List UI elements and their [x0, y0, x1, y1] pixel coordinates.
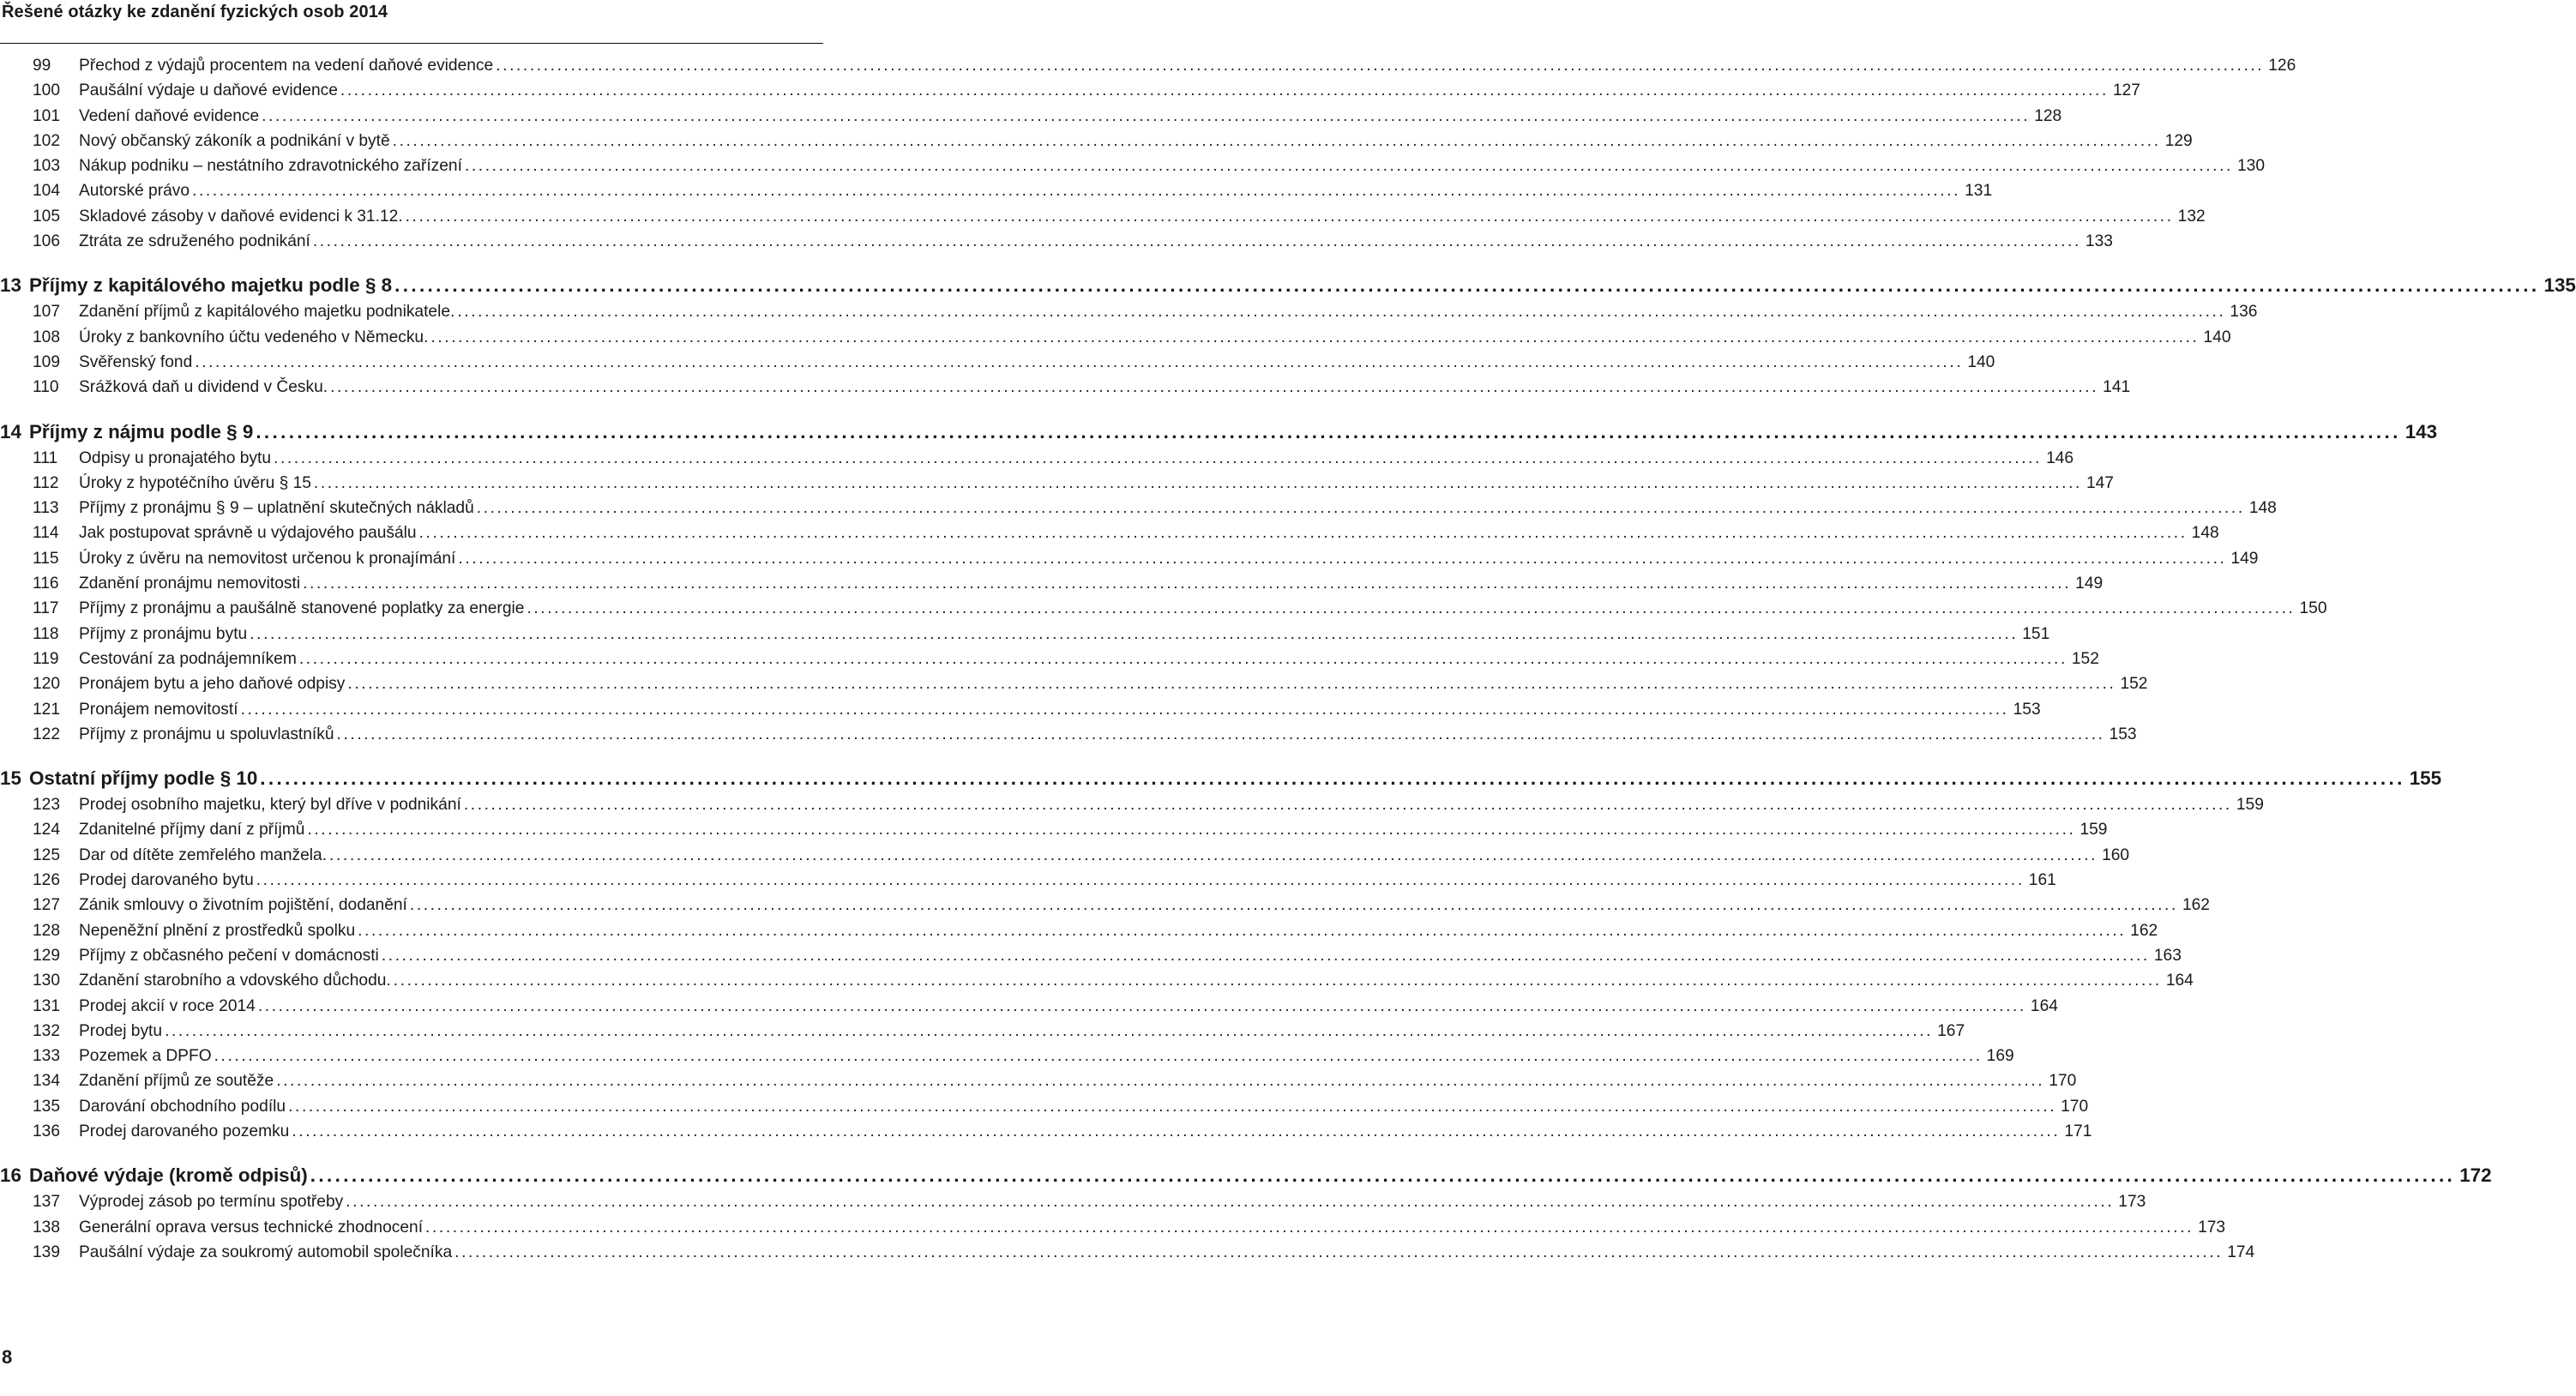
dot-leader: .................................................................................................................................................................................................................................................................... — [476, 499, 2245, 518]
entry-number: 123 — [33, 796, 61, 815]
book-title: Řešené otázky ke zdanění fyzických osob 2014 — [2, 3, 388, 21]
dot-leader: .................................................................................................................................................................................................................................................................... — [405, 207, 2174, 226]
page-ref: 170 — [2049, 1072, 2077, 1091]
toc-entry — [33, 129, 2193, 153]
entry-title: Nový občanský zákoník a podnikání v bytě — [79, 131, 390, 150]
entry-number: 130 — [33, 972, 61, 990]
entry-number: 136 — [33, 1122, 61, 1140]
page-ref: 173 — [2198, 1218, 2226, 1237]
entry-title: Zánik smlouvy o životním pojištění, dodanění — [79, 896, 407, 915]
dot-leader: .................................................................................................................................................................................................................................................................... — [298, 649, 2067, 668]
entry-number: 119 — [33, 649, 59, 668]
toc-entry — [33, 622, 2050, 647]
entry-number: 104 — [33, 182, 61, 201]
page-ref: 133 — [2085, 232, 2113, 251]
entry-number: 138 — [33, 1218, 61, 1237]
entry-title: Pronájem bytu a jeho daňové odpisy — [79, 675, 346, 694]
entry-number: 134 — [33, 1072, 61, 1091]
entry-title: Autorské právo — [79, 182, 190, 201]
entry-title: Prodej osobního majetku, který byl dříve v podnikání — [79, 796, 461, 815]
page-ref: 164 — [2030, 996, 2058, 1015]
page-ref: 147 — [2085, 473, 2114, 492]
entry-title: Svěřenský fond — [79, 352, 193, 371]
entry-title: Prodej akcií v roce 2014 — [79, 996, 256, 1015]
toc-entry — [33, 722, 2137, 747]
page-ref: 152 — [2071, 649, 2099, 668]
toc-entry — [33, 375, 2131, 400]
dot-leader: .................................................................................................................................................................................................................................................................... — [257, 996, 2026, 1015]
toc-entry — [33, 1240, 2255, 1265]
page-ref: 167 — [1937, 1021, 1965, 1040]
entry-number: 124 — [33, 821, 61, 839]
dot-leader: .................................................................................................................................................................................................................................................................... — [418, 524, 2188, 543]
entry-title: Srážková daň u dividend v Česku. — [79, 378, 328, 397]
chapter-number: 16 — [0, 1164, 21, 1187]
entry-title: Paušální výdaje za soukromý automobil společníka — [79, 1243, 453, 1261]
page-ref: 136 — [2230, 303, 2258, 322]
toc-entry — [33, 446, 2074, 471]
page-ref: 130 — [2236, 157, 2265, 176]
entry-number: 100 — [33, 81, 61, 100]
dot-leader: .................................................................................................................................................................................................................................................................... — [463, 796, 2232, 815]
toc-entry — [33, 153, 2265, 178]
dot-leader: .................................................................................................................................................................................................................................................................... — [310, 1164, 2456, 1187]
dot-leader: .................................................................................................................................................................................................................................................................... — [195, 352, 1964, 371]
page-ref: 161 — [2028, 871, 2056, 890]
page-ref: 128 — [2034, 106, 2062, 125]
dot-leader: .................................................................................................................................................................................................................................................................... — [458, 549, 2227, 568]
entry-title: Zdanění příjmů z kapitálového majetku podnikatele. — [79, 303, 455, 322]
toc-entry — [33, 893, 2210, 918]
page-number: 8 — [2, 1346, 13, 1368]
toc-entry — [33, 178, 1993, 203]
entry-number: 120 — [33, 675, 61, 694]
entry-title: Dar od dítěte zemřelého manžela. — [79, 845, 328, 864]
dot-leader: .................................................................................................................................................................................................................................................................... — [425, 1218, 2194, 1237]
entry-title: Výprodej zásob po termínu spotřeby — [79, 1193, 344, 1212]
page-ref: 146 — [2046, 448, 2074, 467]
entry-title: Úroky z úvěru na nemovitost určenou k pronajímání — [79, 549, 456, 568]
page-ref: 173 — [2118, 1193, 2146, 1212]
entry-number: 101 — [33, 106, 61, 125]
toc-entry — [33, 647, 2099, 671]
page-ref: 149 — [2230, 549, 2259, 568]
running-header — [0, 0, 823, 44]
entry-title: Cestování za podnájemníkem — [79, 649, 297, 668]
entry-number: 129 — [33, 946, 61, 965]
entry-title: Příjmy z občasného pečení v domácnosti — [79, 946, 379, 965]
entry-number: 113 — [33, 499, 59, 518]
page-ref: 127 — [2112, 81, 2140, 100]
dot-leader: .................................................................................................................................................................................................................................................................... — [330, 378, 2099, 397]
dot-leader: .................................................................................................................................................................................................................................................................... — [288, 1097, 2057, 1116]
entry-number: 128 — [33, 921, 61, 940]
page-ref: 148 — [2248, 499, 2277, 518]
page-ref: 162 — [2130, 921, 2158, 940]
dot-leader: .................................................................................................................................................................................................................................................................... — [464, 157, 2233, 176]
page-ref: 150 — [2299, 599, 2327, 618]
toc-entry — [33, 943, 2182, 968]
entry-title: Zdanitelné příjmy daní z příjmů — [79, 821, 305, 839]
dot-leader: .................................................................................................................................................................................................................................................................... — [260, 767, 2405, 790]
page-ref: 148 — [2191, 524, 2219, 543]
entry-title: Skladové zásoby v daňové evidenci k 31.12. — [79, 207, 403, 226]
entry-number: 125 — [33, 845, 61, 864]
toc-entry — [33, 53, 2296, 78]
page-ref: 171 — [2064, 1122, 2092, 1140]
dot-leader: .................................................................................................................................................................................................................................................................... — [527, 599, 2296, 618]
dot-leader: .................................................................................................................................................................................................................................................................... — [240, 700, 2009, 719]
entry-title: Nepeněžní plnění z prostředků spolku — [79, 921, 356, 940]
toc-entry — [33, 1094, 2089, 1119]
toc-entry — [33, 817, 2108, 842]
dot-leader: .................................................................................................................................................................................................................................................................... — [214, 1047, 1983, 1066]
toc-entry — [33, 596, 2327, 621]
chapter-title: Příjmy z nájmu podle § 9 — [29, 420, 254, 442]
entry-number: 132 — [33, 1021, 61, 1040]
toc-entry — [33, 496, 2277, 520]
page-ref: 143 — [2404, 420, 2438, 442]
dot-leader: .................................................................................................................................................................................................................................................................... — [340, 81, 2109, 100]
page-ref: 141 — [2103, 378, 2131, 397]
entry-number: 109 — [33, 352, 61, 371]
entry-number: 135 — [33, 1097, 61, 1116]
entry-number: 111 — [33, 448, 58, 467]
dot-leader: .................................................................................................................................................................................................................................................................... — [457, 303, 2226, 322]
page-ref: 152 — [2120, 675, 2148, 694]
toc-chapter-heading — [0, 418, 2438, 446]
dot-leader: .................................................................................................................................................................................................................................................................... — [256, 420, 2401, 442]
page-ref: 140 — [2203, 328, 2231, 346]
page-ref: 163 — [2153, 946, 2182, 965]
entry-number: 114 — [33, 524, 59, 543]
entry-title: Prodej darovaného bytu — [79, 871, 254, 890]
chapter-title: Daňové výdaje (kromě odpisů) — [29, 1164, 308, 1187]
page-ref: 174 — [2227, 1243, 2255, 1261]
page-ref: 170 — [2061, 1097, 2089, 1116]
chapter-number: 15 — [0, 767, 21, 790]
entry-title: Přechod z výdajů procentem na vedení daňové evidence — [79, 57, 494, 75]
entry-number: 137 — [33, 1193, 61, 1212]
toc-entry — [33, 918, 2158, 943]
dot-leader: .................................................................................................................................................................................................................................................................... — [381, 946, 2150, 965]
toc-entry — [33, 994, 2058, 1019]
dot-leader: .................................................................................................................................................................................................................................................................... — [430, 328, 2200, 346]
page-ref: 162 — [2182, 896, 2210, 915]
entry-number: 121 — [33, 700, 61, 719]
dot-leader: .................................................................................................................................................................................................................................................................... — [165, 1021, 1934, 1040]
toc-entry — [33, 204, 2206, 229]
entry-number: 133 — [33, 1047, 61, 1066]
entry-title: Úroky z hypotéčního úvěru § 15 — [79, 473, 311, 492]
entry-number: 99 — [33, 57, 51, 75]
toc-entry — [33, 1189, 2146, 1214]
page-ref: 151 — [2022, 624, 2050, 643]
page-ref: 159 — [2236, 796, 2264, 815]
toc-entry — [33, 1215, 2226, 1240]
entry-number: 116 — [33, 575, 59, 593]
toc-entry — [33, 78, 2140, 103]
toc-entry — [33, 1019, 1965, 1044]
entry-title: Darování obchodního podílu — [79, 1097, 286, 1116]
page-ref: 153 — [2109, 725, 2137, 743]
toc-entry — [33, 843, 2130, 868]
page-ref: 159 — [2079, 821, 2108, 839]
entry-title: Zdanění starobního a vdovského důchodu. — [79, 972, 391, 990]
entry-number: 112 — [33, 473, 59, 492]
chapter-number: 14 — [0, 420, 21, 442]
entry-number: 107 — [33, 303, 61, 322]
entry-title: Paušální výdaje u daňové evidence — [79, 81, 338, 100]
entry-number: 106 — [33, 232, 61, 251]
dot-leader: .................................................................................................................................................................................................................................................................... — [329, 845, 2098, 864]
entry-number: 126 — [33, 871, 61, 890]
table-of-contents — [0, 53, 2576, 1265]
chapter-title: Příjmy z kapitálového majetku podle § 8 — [29, 274, 393, 297]
entry-title: Příjmy z pronájmu u spoluvlastníků — [79, 725, 334, 743]
chapter-title: Ostatní příjmy podle § 10 — [29, 767, 258, 790]
dot-leader: .................................................................................................................................................................................................................................................................... — [346, 1193, 2115, 1212]
entry-title: Pronájem nemovitostí — [79, 700, 238, 719]
page-ref: 169 — [1986, 1047, 2014, 1066]
entry-number: 127 — [33, 896, 61, 915]
dot-leader: .................................................................................................................................................................................................................................................................... — [292, 1122, 2061, 1140]
entry-number: 102 — [33, 131, 61, 150]
entry-title: Odpisy u pronajatého bytu — [79, 448, 272, 467]
dot-leader: .................................................................................................................................................................................................................................................................... — [250, 624, 2019, 643]
entry-number: 122 — [33, 725, 61, 743]
toc-entry — [33, 229, 2113, 254]
dot-leader: .................................................................................................................................................................................................................................................................... — [303, 575, 2072, 593]
entry-number: 131 — [33, 996, 61, 1015]
entry-title: Úroky z bankovního účtu vedeného v Německu. — [79, 328, 429, 346]
page-ref: 126 — [2268, 57, 2296, 75]
entry-number: 108 — [33, 328, 61, 346]
dot-leader: .................................................................................................................................................................................................................................................................... — [392, 131, 2161, 150]
page-ref: 129 — [2164, 131, 2193, 150]
dot-leader: .................................................................................................................................................................................................................................................................... — [192, 182, 1961, 201]
entry-title: Příjmy z pronájmu § 9 – uplatnění skutečných nákladů — [79, 499, 474, 518]
toc-chapter-heading — [0, 271, 2576, 299]
dot-leader: .................................................................................................................................................................................................................................................................... — [276, 1072, 2045, 1091]
entry-title: Zdanění příjmů ze soutěže — [79, 1072, 274, 1091]
toc-entry — [33, 968, 2194, 993]
toc-entry — [33, 546, 2259, 571]
page-ref: 131 — [1965, 182, 1993, 201]
entry-title: Jak postupovat správně u výdajového paušálu — [79, 524, 417, 543]
page-ref: 155 — [2409, 767, 2442, 790]
toc-entry — [33, 792, 2264, 817]
toc-chapter-heading — [0, 1161, 2492, 1189]
toc-entry — [33, 325, 2231, 350]
entry-title: Příjmy z pronájmu bytu — [79, 624, 248, 643]
entry-title: Pozemek a DPFO — [79, 1047, 212, 1066]
dot-leader: .................................................................................................................................................................................................................................................................... — [312, 232, 2081, 251]
entry-number: 118 — [33, 624, 59, 643]
page-ref: 140 — [1967, 352, 1995, 371]
dot-leader: .................................................................................................................................................................................................................................................................... — [313, 473, 2082, 492]
entry-number: 139 — [33, 1243, 61, 1261]
dot-leader: .................................................................................................................................................................................................................................................................... — [394, 274, 2540, 297]
dot-leader: .................................................................................................................................................................................................................................................................... — [409, 896, 2178, 915]
entry-title: Generální oprava versus technické zhodnocení — [79, 1218, 424, 1237]
dot-leader: .................................................................................................................................................................................................................................................................... — [454, 1243, 2224, 1261]
dot-leader: .................................................................................................................................................................................................................................................................... — [336, 725, 2105, 743]
dot-leader: .................................................................................................................................................................................................................................................................... — [274, 448, 2043, 467]
entry-title: Nákup podniku – nestátního zdravotnického zařízení — [79, 157, 462, 176]
entry-title: Vedení daňové evidence — [79, 106, 260, 125]
entry-number: 105 — [33, 207, 61, 226]
toc-entry — [33, 1044, 2014, 1068]
entry-title: Prodej bytu — [79, 1021, 163, 1040]
entry-title: Prodej darovaného pozemku — [79, 1122, 290, 1140]
page-ref: 135 — [2543, 274, 2576, 297]
toc-chapter-heading — [0, 764, 2442, 792]
entry-title: Zdanění pronájmu nemovitosti — [79, 575, 301, 593]
page-ref: 132 — [2177, 207, 2206, 226]
dot-leader: .................................................................................................................................................................................................................................................................... — [347, 675, 2116, 694]
entry-number: 110 — [33, 378, 59, 397]
page-ref: 153 — [2013, 700, 2041, 719]
dot-leader: .................................................................................................................................................................................................................................................................... — [496, 57, 2265, 75]
toc-entry — [33, 1068, 2077, 1093]
toc-entry — [33, 520, 2219, 545]
entry-title: Příjmy z pronájmu a paušálně stanovené poplatky za energie — [79, 599, 525, 618]
chapter-number: 13 — [0, 274, 21, 297]
toc-entry — [33, 868, 2056, 893]
toc-entry — [33, 697, 2041, 722]
entry-number: 115 — [33, 549, 59, 568]
dot-leader: .................................................................................................................................................................................................................................................................... — [393, 972, 2162, 990]
entry-title: Ztráta ze sdruženého podnikání — [79, 232, 310, 251]
toc-entry — [33, 671, 2148, 696]
dot-leader: .................................................................................................................................................................................................................................................................... — [307, 821, 2076, 839]
dot-leader: .................................................................................................................................................................................................................................................................... — [262, 106, 2031, 125]
toc-entry — [33, 471, 2114, 496]
entry-number: 103 — [33, 157, 61, 176]
dot-leader: .................................................................................................................................................................................................................................................................... — [256, 871, 2025, 890]
page-ref: 172 — [2459, 1164, 2492, 1187]
toc-entry — [33, 104, 2062, 129]
page-ref: 149 — [2075, 575, 2104, 593]
page-ref: 164 — [2165, 972, 2194, 990]
toc-entry — [33, 350, 1995, 375]
toc-entry — [33, 1119, 2092, 1144]
page-ref: 160 — [2102, 845, 2130, 864]
dot-leader: .................................................................................................................................................................................................................................................................... — [358, 921, 2127, 940]
toc-entry — [33, 299, 2258, 324]
toc-entry — [33, 571, 2104, 596]
entry-number: 117 — [33, 599, 59, 618]
